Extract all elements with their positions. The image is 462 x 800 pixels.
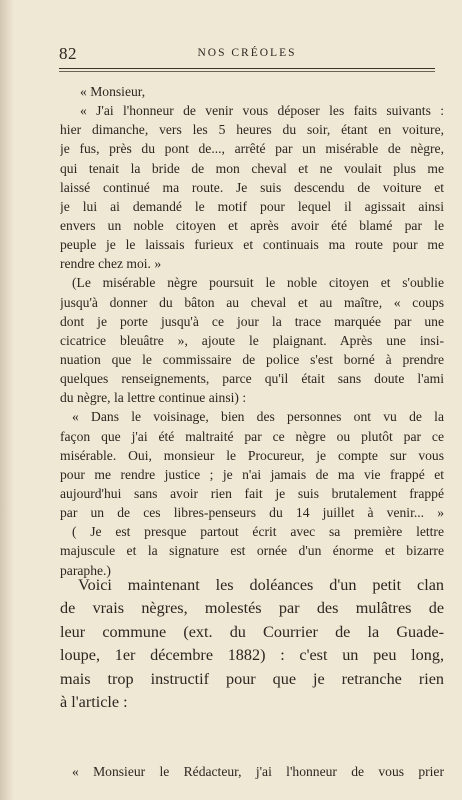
text-line: leur commune (ext. du Courrier de la Guade- bbox=[60, 622, 444, 641]
text-line: à l'article : bbox=[60, 692, 128, 711]
text-line: « Monsieur, bbox=[80, 84, 146, 99]
text-line: du nègre, la lettre continue ainsi) : bbox=[60, 390, 247, 406]
page-gutter-shadow bbox=[0, 0, 14, 800]
letter-opening bbox=[60, 762, 444, 781]
text-line: façon que j'ai été maltraité par ce nègre ou plutôt par ce bbox=[60, 428, 444, 444]
text-line: peuple je le laissais furieux et continuais ma route pour me bbox=[60, 237, 444, 253]
text-line: « Monsieur le Rédacteur, j'ai l'honneur de vous prier bbox=[72, 764, 444, 779]
text-line: (Le misérable nègre poursuit le noble citoyen et s'oublie bbox=[72, 275, 444, 291]
text-line: qui tenait la bride de mon cheval et ne voulait plus me bbox=[60, 160, 444, 176]
text-line: loupe, 1er décembre 1882) : c'est un peu long, bbox=[60, 646, 444, 665]
main-paragraph bbox=[60, 574, 444, 714]
text-line: nuation que le commissaire de police s'est borné à prendre bbox=[60, 351, 444, 367]
text-line: « Dans le voisinage, bien des personnes ont vu de la bbox=[72, 409, 444, 425]
text-line: ( Je est presque partout écrit avec sa première lettre bbox=[72, 524, 444, 540]
text-line: paraphe.) bbox=[60, 562, 111, 578]
text-line: quelques renseignements, parce qu'il était sans doute l'ami bbox=[60, 371, 444, 387]
text-line: cicatrice bleuâtre », ajoute le plaignant. Après une insi- bbox=[60, 332, 444, 348]
text-line: aujourd'hui sans avoir rien fait je suis brutalement frappé bbox=[60, 485, 444, 501]
text-line: de vrais nègres, molestés par des mulâtres de bbox=[60, 599, 444, 618]
text-line: « J'ai l'honneur de venir vous déposer les faits suivants : bbox=[80, 103, 444, 119]
text-line: pour me rendre justice ; je n'ai jamais de ma vie frappé et bbox=[60, 466, 444, 482]
text-line: misérable. Oui, monsieur le Procureur, je compte sur vous bbox=[60, 447, 444, 463]
text-line: dont je porte jusqu'à ce jour la trace marquée par une bbox=[60, 313, 444, 329]
header-rule bbox=[59, 68, 435, 69]
text-line: envers un noble citoyen et après avoir été blamé par le bbox=[60, 217, 444, 233]
text-line: par un de ces libres-penseurs du 14 juillet à venir... » bbox=[60, 505, 444, 521]
running-head: NOS CRÉOLES bbox=[197, 47, 297, 59]
text-line: je fus, près du pont de..., arrêté par un misérable de nègre, bbox=[60, 141, 444, 157]
text-line: laissé continué ma route. Je suis descendu de voiture et bbox=[60, 179, 444, 195]
text-line: je lui ai demandé le motif pour lequel il agissait ainsi bbox=[60, 198, 444, 214]
text-line: hier dimanche, vers les 5 heures du soir, étant en voiture, bbox=[60, 122, 444, 138]
header-rule-thin bbox=[59, 71, 435, 72]
text-line: Voici maintenant les doléances d'un petit clan bbox=[78, 576, 444, 594]
text-line: jusqu'à donner du bâton au cheval et au maître, « coups bbox=[60, 294, 444, 310]
page-number: 82 bbox=[59, 44, 77, 63]
text-line: majuscule et la signature est ornée d'un énorme et bizarre bbox=[60, 543, 444, 559]
page-header bbox=[59, 44, 435, 66]
text-line: rendre chez moi. » bbox=[60, 256, 162, 272]
quoted-letter-block bbox=[60, 82, 444, 580]
text-line: mais trop instructif pour que je retranche rien bbox=[60, 669, 444, 688]
